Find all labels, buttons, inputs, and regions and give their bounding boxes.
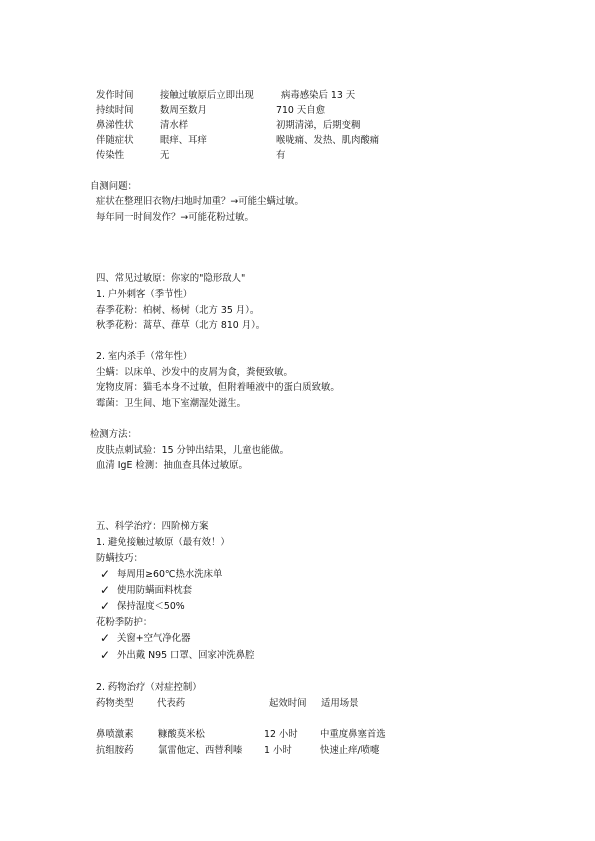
self-test-question: 每年同一时间发作？→可能花粉过敏。 xyxy=(96,212,254,223)
row-label: 持续时间 xyxy=(96,105,134,116)
table-header: 药物类型 xyxy=(96,698,134,709)
paragraph: 春季花粉：柏树、杨树（北方 35 月）。 xyxy=(96,305,260,316)
tip-item: 使用防螨面料枕套 xyxy=(117,585,193,596)
tip-item: 关窗+空气净化器 xyxy=(117,633,191,644)
section-heading: 四、常见过敏原：你家的"隐形敌人" xyxy=(96,273,246,284)
table-cell: 鼻喷激素 xyxy=(96,729,134,740)
row-label: 伴随症状 xyxy=(96,135,134,146)
table-header: 起效时间 xyxy=(269,698,307,709)
paragraph: 尘螨：以床单、沙发中的皮屑为食，粪便致敏。 xyxy=(96,367,293,378)
row-label: 鼻涕性状 xyxy=(96,120,134,131)
table-header: 代表药 xyxy=(157,698,186,709)
table-cell: 糠酸莫米松 xyxy=(158,729,205,740)
tips-heading: 花粉季防护： xyxy=(96,617,153,628)
cold-cell: 喉咙痛、发热、肌肉酸痛 xyxy=(276,135,380,146)
cold-cell: 710 天自愈 xyxy=(276,105,325,116)
self-test-question: 症状在整理旧衣物/扫地时加重？→可能尘螨过敏。 xyxy=(96,196,304,207)
table-cell: 1 小时 xyxy=(264,745,292,756)
row-label: 发作时间 xyxy=(96,90,134,101)
allergy-cell: 接触过敏原后立即出现 xyxy=(160,90,254,101)
paragraph: 秋季花粉：蒿草、葎草（北方 810 月）。 xyxy=(96,320,266,331)
check-icon: ✓ xyxy=(100,583,111,597)
cold-cell: 有 xyxy=(276,150,286,161)
table-cell: 氯雷他定、西替利嗪 xyxy=(158,745,243,756)
table-cell: 抗组胺药 xyxy=(96,745,134,756)
subsection-heading: 2. 室内杀手（常年性） xyxy=(96,351,193,362)
tips-heading: 防螨技巧： xyxy=(96,553,143,564)
paragraph: 霉菌：卫生间、地下室潮湿处滋生。 xyxy=(96,398,247,409)
subsection-heading: 2. 药物治疗（对症控制） xyxy=(96,682,202,693)
subsection-heading: 1. 避免接触过敏原（最有效！） xyxy=(96,537,230,548)
allergy-cell: 眼痒、耳痒 xyxy=(160,135,207,146)
subsection-heading: 1. 户外刺客（季节性） xyxy=(96,289,193,300)
check-icon: ✓ xyxy=(100,567,111,581)
detection-title: 检测方法： xyxy=(90,429,137,440)
allergy-cell: 无 xyxy=(160,150,170,161)
tip-item: 保持湿度＜50% xyxy=(117,601,185,612)
paragraph: 皮肤点刺试验：15 分钟出结果，儿童也能做。 xyxy=(96,445,290,456)
check-icon: ✓ xyxy=(100,648,111,662)
tip-item: 外出戴 N95 口罩、回家冲洗鼻腔 xyxy=(117,650,255,661)
table-cell: 12 小时 xyxy=(264,729,298,740)
paragraph: 宠物皮屑：猫毛本身不过敏，但附着唾液中的蛋白质致敏。 xyxy=(96,382,340,393)
check-icon: ✓ xyxy=(100,599,111,613)
check-icon: ✓ xyxy=(100,631,111,645)
cold-cell: 初期清涕，后期变稠 xyxy=(276,120,361,131)
allergy-cell: 清水样 xyxy=(160,120,189,131)
cold-cell: 病毒感染后 13 天 xyxy=(281,90,356,101)
allergy-cell: 数周至数月 xyxy=(160,105,207,116)
table-cell: 中重度鼻塞首选 xyxy=(320,729,386,740)
table-header: 适用场景 xyxy=(321,698,359,709)
section-heading: 五、科学治疗：四阶梯方案 xyxy=(96,521,209,532)
paragraph: 血清 IgE 检测：抽血查具体过敏原。 xyxy=(96,460,248,471)
tip-item: 每周用≥60℃热水洗床单 xyxy=(117,569,223,580)
self-test-title: 自测问题： xyxy=(90,181,137,192)
row-label: 传染性 xyxy=(96,150,125,161)
table-cell: 快速止痒/喷嚏 xyxy=(320,745,380,756)
